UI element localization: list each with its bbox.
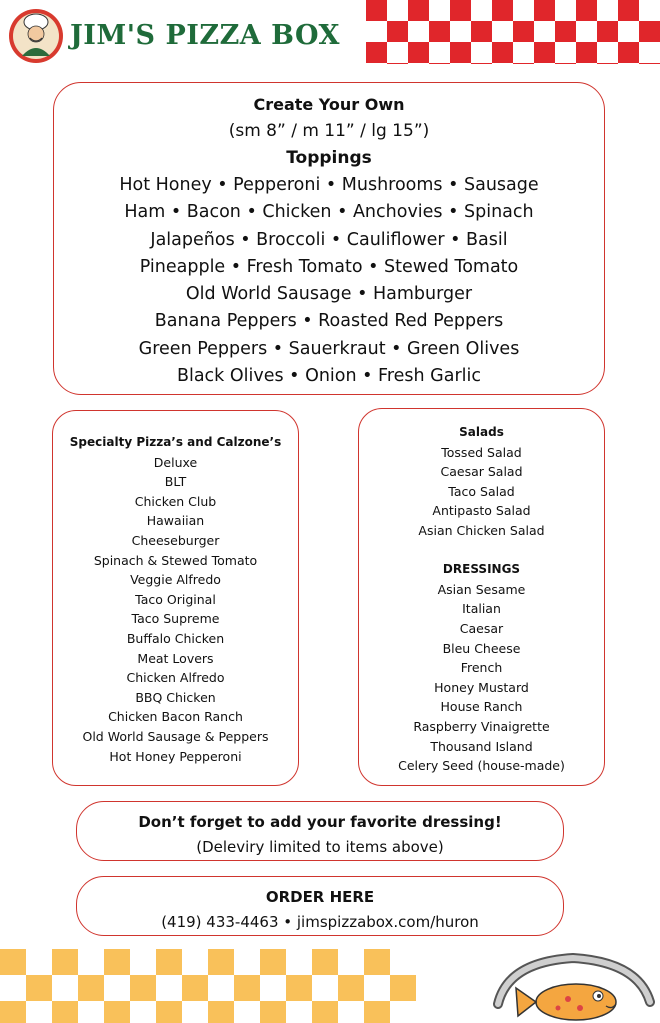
checker-square: [338, 975, 364, 1001]
list-item: Caesar Salad: [440, 464, 523, 480]
list-item: BBQ Chicken: [135, 689, 216, 705]
checker-square: [364, 949, 390, 975]
list-item: Celery Seed (house-made): [398, 758, 565, 774]
checker-square: [364, 1001, 390, 1023]
header: [0, 0, 660, 70]
checker-square: [513, 21, 534, 42]
checker-square: [408, 42, 429, 63]
list-item: Asian Chicken Salad: [418, 522, 545, 538]
order-panel: [76, 876, 564, 936]
checker-square: [534, 0, 555, 21]
checker-square: [492, 0, 513, 21]
toppings-line: Ham • Bacon • Chicken • Anchovies • Spinach: [124, 202, 534, 223]
brand-title: JIM'S PIZZA BOX: [70, 20, 340, 51]
order-contact[interactable]: (419) 433-4463 • jimspizzabox.com/huron: [161, 913, 479, 931]
list-item: Taco Original: [135, 591, 216, 607]
checker-square: [312, 949, 338, 975]
checker-square: [429, 63, 450, 64]
checker-square: [387, 63, 408, 64]
list-item: Old World Sausage & Peppers: [82, 728, 269, 744]
list-item: Thousand Island: [430, 738, 533, 754]
checker-square: [0, 1001, 26, 1023]
list-item: Chicken Bacon Ranch: [108, 709, 243, 725]
list-item: Deluxe: [153, 454, 198, 470]
checker-square: [390, 975, 416, 1001]
list-item: French: [460, 660, 503, 676]
checker-square: [471, 63, 492, 64]
checker-square: [387, 21, 408, 42]
checkered-banner-top: [366, 0, 660, 64]
checker-square: [156, 1001, 182, 1023]
list-item: Chicken Alfredo: [126, 670, 225, 686]
checker-square: [618, 42, 639, 63]
delivery-note: (Deleviry limited to items above): [196, 838, 444, 856]
toppings-title: Toppings: [286, 148, 372, 168]
reminder-title: Don’t forget to add your favorite dressing!: [138, 813, 502, 831]
checker-square: [597, 63, 618, 64]
checker-square: [366, 0, 387, 21]
list-item: Meat Lovers: [137, 650, 214, 666]
specialty-title: Specialty Pizza’s and Calzone’s: [69, 435, 282, 449]
checker-square: [26, 975, 52, 1001]
checker-square: [576, 42, 597, 63]
pizza-sizes: (sm 8” / m 11” / lg 15”): [228, 121, 430, 141]
list-item: Tossed Salad: [441, 444, 522, 460]
list-item: Honey Mustard: [434, 679, 529, 695]
toppings-line: Jalapeños • Broccoli • Cauliflower • Basil: [150, 229, 508, 250]
checker-square: [52, 1001, 78, 1023]
list-item: Hawaiian: [146, 513, 205, 529]
checker-square: [234, 975, 260, 1001]
checker-square: [408, 0, 429, 21]
list-item: Bleu Cheese: [442, 640, 521, 656]
checker-square: [555, 63, 576, 64]
checker-square: [78, 975, 104, 1001]
toppings-line: Old World Sausage • Hamburger: [185, 284, 473, 305]
checker-square: [597, 21, 618, 42]
toppings-line: Green Peppers • Sauerkraut • Green Olives: [138, 338, 520, 359]
create-your-own-panel: [53, 82, 605, 395]
checker-square: [52, 949, 78, 975]
list-item: BLT: [164, 474, 187, 490]
create-your-own-title: Create Your Own: [253, 95, 405, 114]
checker-square: [104, 949, 130, 975]
checker-square: [450, 0, 471, 21]
checker-square: [156, 949, 182, 975]
checker-square: [450, 42, 471, 63]
checker-square: [366, 42, 387, 63]
list-item: House Ranch: [440, 699, 523, 715]
toppings-line: Black Olives • Onion • Fresh Garlic: [176, 366, 482, 387]
checker-square: [429, 21, 450, 42]
order-title: ORDER HERE: [265, 888, 375, 906]
list-item: Taco Salad: [448, 483, 515, 499]
dressings-title: DRESSINGS: [442, 562, 521, 577]
checker-square: [513, 63, 534, 64]
spacer: [359, 541, 604, 561]
checker-square: [639, 21, 660, 42]
checker-square: [182, 975, 208, 1001]
cartoon-fish-logo-icon: [488, 944, 658, 1023]
salads-title: Salads: [459, 425, 504, 439]
checker-square: [639, 63, 660, 64]
list-item: Buffalo Chicken: [126, 630, 225, 646]
checker-square: [208, 949, 234, 975]
dressing-reminder-panel: [76, 801, 564, 861]
specialty-panel: [52, 410, 299, 786]
list-item: Antipasto Salad: [432, 503, 531, 519]
checker-square: [286, 975, 312, 1001]
checker-square: [260, 1001, 286, 1023]
checker-square: [104, 1001, 130, 1023]
checker-square: [0, 949, 26, 975]
list-item: Cheeseburger: [131, 532, 220, 548]
checker-square: [555, 21, 576, 42]
checker-square: [492, 42, 513, 63]
checker-square: [312, 1001, 338, 1023]
list-item: Hot Honey Pepperoni: [109, 748, 242, 764]
toppings-line: Pineapple • Fresh Tomato • Stewed Tomato: [139, 256, 519, 277]
checker-square: [534, 42, 555, 63]
list-item: Caesar: [459, 620, 504, 636]
checker-square: [576, 0, 597, 21]
toppings-list: [54, 172, 604, 390]
list-item: Italian: [462, 601, 501, 617]
checker-square: [130, 975, 156, 1001]
toppings-line: Hot Honey • Pepperoni • Mushrooms • Sausage: [119, 175, 539, 195]
list-item: Asian Sesame: [437, 581, 526, 597]
checker-square: [618, 0, 639, 21]
list-item: Taco Supreme: [131, 611, 220, 627]
checker-square: [260, 949, 286, 975]
toppings-line: Banana Peppers • Roasted Red Peppers: [154, 311, 504, 332]
list-item: Spinach & Stewed Tomato: [93, 552, 258, 568]
chef-mascot-logo-icon: [8, 8, 64, 64]
checker-square: [471, 21, 492, 42]
list-item: Veggie Alfredo: [130, 572, 221, 588]
salads-panel: [358, 408, 605, 786]
checker-square: [208, 1001, 234, 1023]
list-item: Raspberry Vinaigrette: [413, 718, 550, 734]
checkered-banner-bottom: [0, 949, 416, 1023]
list-item: Chicken Club: [134, 493, 217, 509]
